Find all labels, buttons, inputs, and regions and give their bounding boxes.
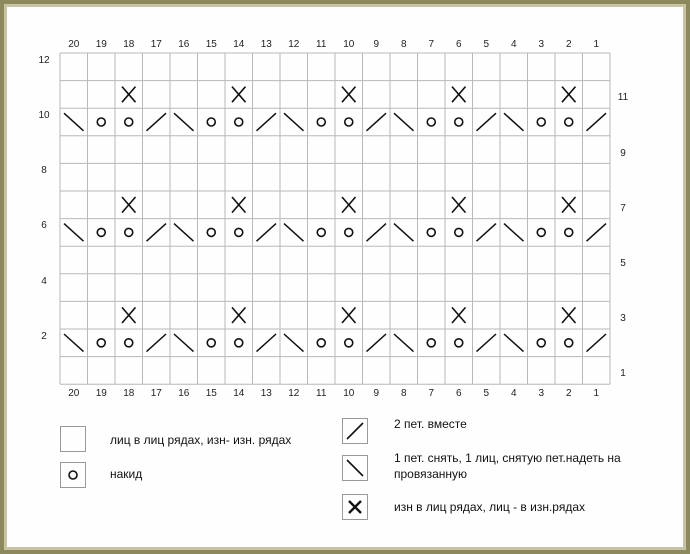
column-number-top: 9	[373, 39, 380, 50]
k2tog-symbol	[367, 224, 387, 242]
k2tog-symbol	[477, 334, 497, 352]
yarn-over-symbol	[97, 228, 105, 236]
k2tog-symbol	[477, 224, 497, 242]
skpo-symbol	[174, 334, 194, 352]
column-number-top: 2	[565, 39, 572, 50]
column-number-top: 19	[95, 39, 107, 50]
legend-skpo-box	[342, 455, 368, 481]
skpo-symbol	[64, 113, 84, 131]
yarn-over-symbol	[97, 118, 105, 126]
skpo-symbol	[504, 113, 524, 131]
column-number-top: 6	[455, 39, 462, 50]
yarn-over-symbol	[455, 339, 463, 347]
column-number-bottom: 3	[538, 388, 545, 399]
k2tog-symbol	[587, 334, 607, 352]
k2tog-symbol	[147, 113, 167, 131]
column-number-bottom: 12	[288, 388, 300, 399]
legend-purl-text: изн в лиц рядах, лиц - в изн.рядах	[394, 500, 585, 514]
skpo-symbol	[64, 224, 84, 242]
column-number-top: 5	[483, 39, 490, 50]
yarn-over-symbol	[427, 118, 435, 126]
column-number-top: 11	[316, 39, 327, 50]
row-number-left: 8	[41, 165, 47, 177]
yarn-over-symbol	[345, 339, 353, 347]
k2tog-symbol	[477, 113, 497, 131]
legend-purl-box	[342, 494, 368, 520]
yarn-over-symbol	[235, 228, 243, 236]
column-number-bottom: 2	[565, 388, 572, 399]
yarn-over-symbol	[537, 118, 545, 126]
column-number-bottom: 7	[428, 388, 435, 399]
skpo-symbol	[174, 224, 194, 242]
yarn-over-symbol	[207, 118, 215, 126]
column-number-bottom: 18	[123, 388, 135, 399]
row-number-left: 6	[41, 220, 47, 232]
yarn-over-symbol	[427, 228, 435, 236]
yarn-over-symbol	[207, 228, 215, 236]
k2tog-symbol	[257, 334, 277, 352]
skpo-symbol	[394, 334, 414, 352]
k2tog-symbol	[147, 224, 167, 242]
k2tog-symbol	[367, 334, 387, 352]
column-number-top: 13	[260, 39, 272, 50]
row-number-right: 5	[620, 258, 626, 269]
legend-blank-text: лиц в лиц рядах, изн- изн. рядах	[110, 433, 292, 447]
yarn-over-symbol	[565, 118, 573, 126]
k2tog-symbol	[147, 334, 167, 352]
yarn-over-symbol	[345, 228, 353, 236]
column-number-bottom: 11	[316, 388, 327, 399]
row-number-right: 1	[620, 368, 626, 380]
legend-blank-box	[60, 426, 86, 452]
yarn-over-symbol	[125, 228, 133, 236]
skpo-symbol	[284, 334, 304, 352]
yarn-over-symbol	[207, 339, 215, 347]
yarn-over-symbol	[455, 118, 463, 126]
yarn-over-symbol	[235, 118, 243, 126]
column-number-top: 15	[205, 39, 217, 50]
purl-icon	[343, 495, 367, 519]
row-number-right: 11	[617, 92, 629, 104]
column-number-bottom: 5	[483, 388, 490, 399]
column-number-top: 20	[68, 39, 80, 50]
k2tog-symbol	[587, 224, 607, 242]
k2tog-symbol	[367, 113, 387, 131]
yo-icon	[61, 463, 85, 487]
row-number-left: 2	[41, 330, 47, 342]
skpo-symbol	[504, 334, 524, 352]
yarn-over-symbol	[537, 339, 545, 347]
yarn-over-symbol	[537, 228, 545, 236]
column-number-bottom: 17	[150, 388, 162, 399]
column-number-bottom: 9	[373, 388, 380, 399]
row-number-right: 3	[620, 313, 626, 325]
column-number-top: 17	[150, 39, 162, 50]
column-number-bottom: 4	[510, 388, 517, 399]
k2tog-symbol	[257, 224, 277, 242]
column-number-top: 4	[510, 39, 517, 50]
column-number-top: 14	[233, 39, 245, 50]
yarn-over-symbol	[235, 339, 243, 347]
yarn-over-symbol	[317, 228, 325, 236]
column-number-top: 7	[428, 39, 435, 50]
column-number-top: 8	[400, 39, 407, 50]
k2tog-symbol	[587, 113, 607, 131]
yarn-over-symbol	[345, 118, 353, 126]
skpo-symbol	[394, 224, 414, 242]
legend-k2tog-box	[342, 418, 368, 444]
column-number-bottom: 1	[593, 388, 600, 399]
skpo-symbol	[504, 224, 524, 242]
column-number-top: 1	[593, 39, 600, 50]
yarn-over-symbol	[427, 339, 435, 347]
legend-yo-box	[60, 462, 86, 488]
yarn-over-symbol	[125, 118, 133, 126]
legend-k2tog-text: 2 пет. вместе	[394, 417, 467, 431]
skpo-symbol	[284, 224, 304, 242]
skpo-symbol	[174, 113, 194, 131]
row-number-right: 7	[620, 202, 626, 214]
legend-yo-text: накид	[110, 467, 143, 481]
column-number-bottom: 6	[455, 388, 462, 399]
column-number-bottom: 20	[68, 388, 80, 399]
yarn-over-symbol	[565, 339, 573, 347]
yarn-over-symbol	[97, 339, 105, 347]
skpo-symbol	[284, 113, 304, 131]
column-number-bottom: 10	[343, 388, 355, 399]
yarn-over-symbol	[317, 118, 325, 126]
legend-skpo-text: 1 пет. снять, 1 лиц, снятую пет.надеть на провязанную	[394, 451, 621, 481]
row-number-right: 9	[620, 147, 626, 159]
row-number-left: 10	[38, 110, 50, 121]
row-number-left: 4	[41, 275, 47, 287]
yarn-over-symbol	[317, 339, 325, 347]
column-number-top: 18	[123, 39, 135, 50]
k2tog-icon	[343, 419, 367, 443]
yarn-over-symbol	[125, 339, 133, 347]
skpo-icon	[343, 456, 367, 480]
column-number-bottom: 16	[178, 388, 190, 399]
column-number-bottom: 19	[95, 388, 107, 399]
column-number-top: 12	[288, 39, 300, 50]
skpo-symbol	[394, 113, 414, 131]
skpo-symbol	[64, 334, 84, 352]
column-number-bottom: 15	[205, 388, 217, 399]
yarn-over-symbol	[455, 228, 463, 236]
k2tog-symbol	[257, 113, 277, 131]
column-number-top: 16	[178, 39, 190, 50]
column-number-top: 3	[538, 39, 545, 50]
column-number-bottom: 13	[260, 388, 272, 399]
row-number-left: 12	[38, 54, 50, 66]
column-number-bottom: 14	[233, 388, 245, 399]
column-number-top: 10	[343, 39, 355, 50]
yarn-over-symbol	[565, 228, 573, 236]
column-number-bottom: 8	[400, 388, 407, 399]
